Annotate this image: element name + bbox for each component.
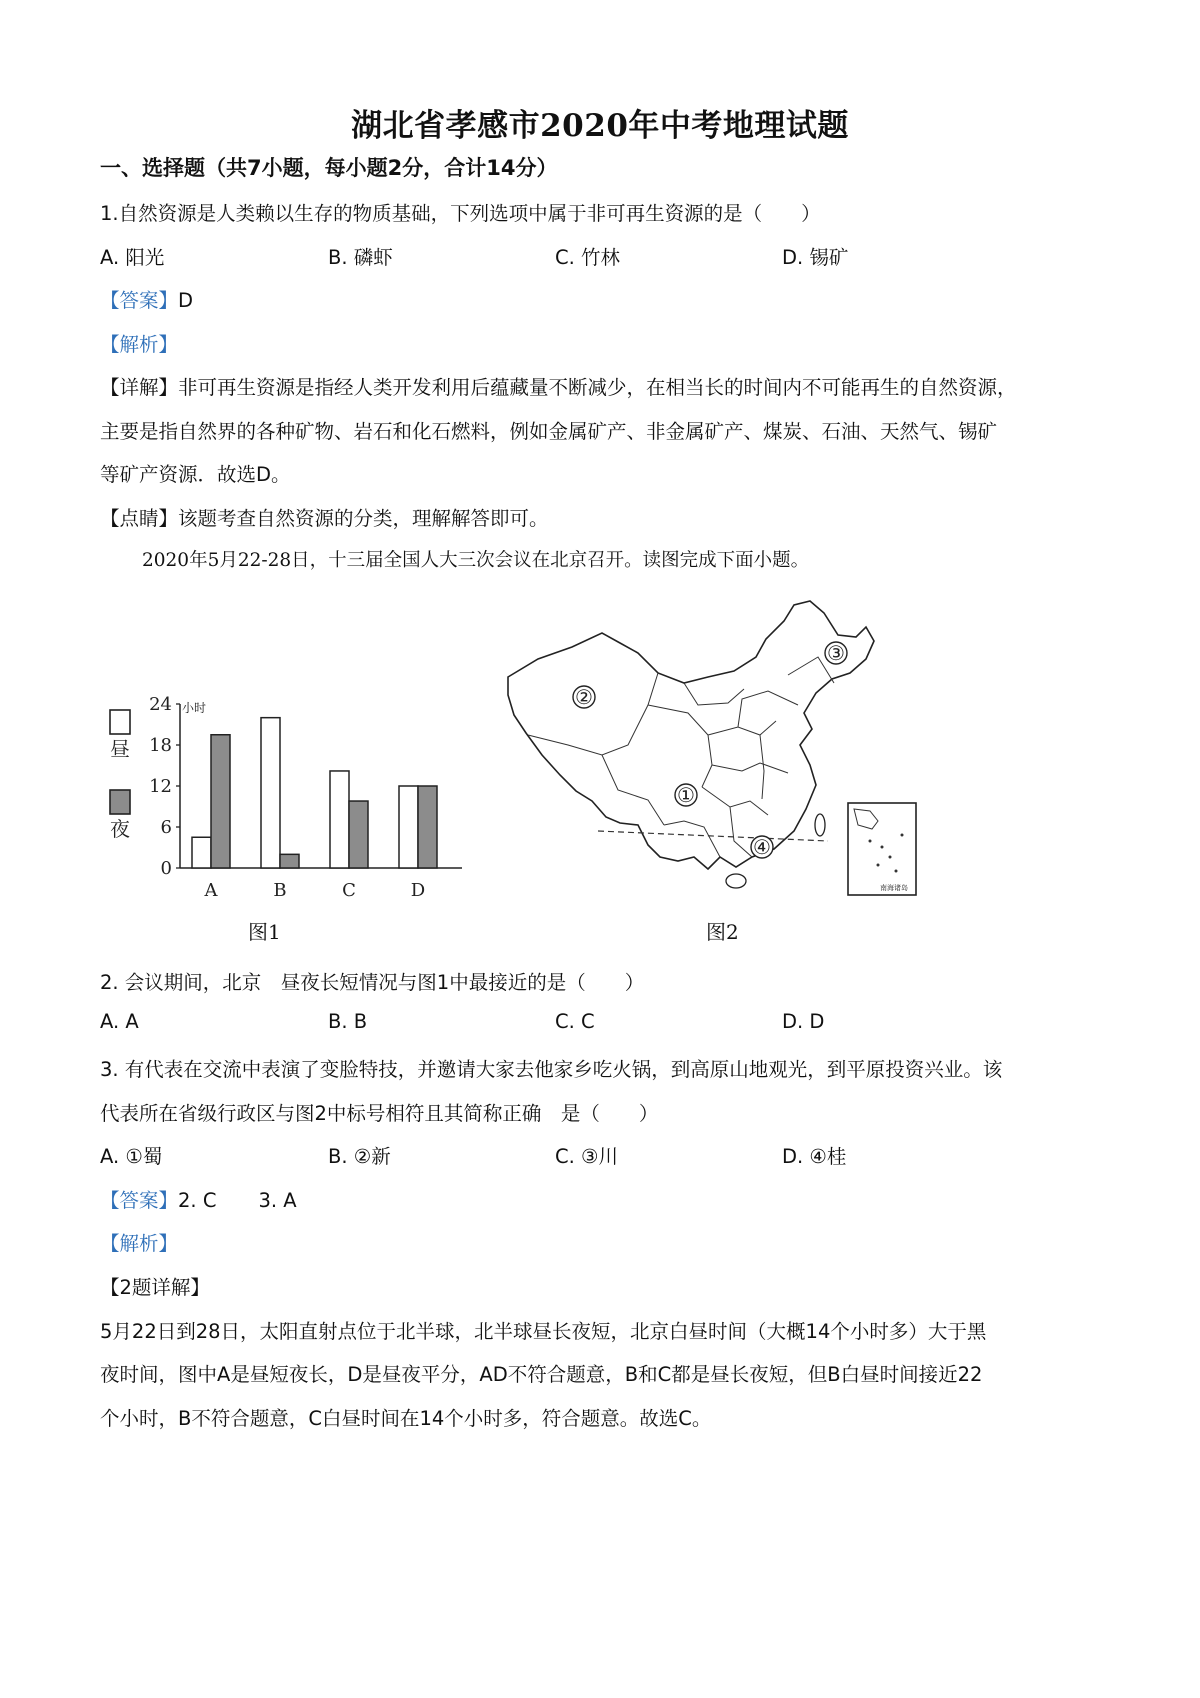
analysis-tag-2: 【解析】 <box>100 1232 179 1255</box>
figure-1-caption: 图1 <box>248 920 281 944</box>
q1-detail-line-2: 主要是指自然界的各种矿物、岩石和化石燃料，例如金属矿产、非金属矿产、煤炭、石油、天然气、锡矿 <box>100 420 998 443</box>
answer-value: D <box>178 289 194 312</box>
q1-detail-line-3: 等矿产资源．故选D。 <box>100 463 291 486</box>
q2-detail-line-1: 5月22日到28日，太阳直射点位于北半球，北半球昼长夜短，北京白昼时间（大概14个小时多）大于黑 <box>100 1320 987 1343</box>
china-outline <box>508 601 874 869</box>
country-border <box>508 601 874 869</box>
province-line <box>760 735 764 799</box>
province-line <box>684 683 744 705</box>
y-tick-label: 6 <box>160 817 172 838</box>
answer-2-3-line <box>100 1185 297 1213</box>
figure-1-chart <box>100 690 480 950</box>
q2-option-d: D. D <box>782 1010 825 1033</box>
x-tick-label: B <box>273 880 287 901</box>
answer-q3: 3. A <box>258 1189 297 1212</box>
bar-day-b <box>261 718 280 868</box>
bar-day-d <box>399 786 418 868</box>
bar-night-a <box>211 735 230 868</box>
context-paragraph: 2020年5月22-28日，十三届全国人大三次会议在北京召开。读图完成下面小题。 <box>142 550 810 571</box>
province-line <box>708 721 776 735</box>
q1-option-d: D. 锡矿 <box>782 246 849 269</box>
province-line <box>602 755 664 825</box>
answer-q2: 2. C <box>178 1189 217 1212</box>
province-line <box>730 807 752 857</box>
q1-detail-line-1: 【详解】非可再生资源是指经人类开发利用后蕴藏量不断减少，在相当长的时间内不可能再生的自然资源， <box>100 376 1017 399</box>
q2-option-a: A. A <box>100 1010 139 1033</box>
answer-tag: 【答案】 <box>100 1189 179 1212</box>
q1-option-a: A. 阳光 <box>100 246 165 269</box>
question-3-stem-line-2: 代表所在省级行政区与图2中标号相符且其简称正确 是（ ） <box>100 1102 659 1125</box>
province-line <box>702 787 768 815</box>
q1-option-c: C. 竹林 <box>555 246 621 269</box>
figure-2-map <box>498 595 928 905</box>
legend-day-label: 昼 <box>110 737 130 761</box>
question-2-stem: 2. 会议期间，北京 昼夜长短情况与图1中最接近的是（ ） <box>100 971 645 994</box>
q1-answer-line <box>100 285 193 313</box>
q2-detail-line-2: 夜时间，图中A是昼短夜长，D是昼夜平分，AD不符合题意，B和C都是昼长夜短，但B白昼时间接近22 <box>100 1363 983 1386</box>
q1-analysis-tag: 【解析】 <box>100 333 179 356</box>
q2-option-b: B. B <box>328 1010 368 1033</box>
bar-night-c <box>349 801 368 868</box>
island-dot <box>901 834 904 837</box>
q3-option-b: B. ②新 <box>328 1145 391 1168</box>
q1-comment: 【点睛】该题考查自然资源的分类，理解解答即可。 <box>100 507 549 530</box>
q2-option-c: C. C <box>555 1010 595 1033</box>
marker-3: ③ <box>827 641 845 665</box>
q3-option-d: D. ④桂 <box>782 1145 847 1168</box>
province-line <box>738 691 798 727</box>
south-china-sea-inset <box>848 803 916 895</box>
q1-option-b: B. 磷虾 <box>328 246 393 269</box>
x-tick-label: A <box>204 880 218 901</box>
bar-day-a <box>192 837 211 868</box>
marker-4: ④ <box>753 835 771 859</box>
province-line <box>648 705 712 787</box>
x-tick-label: C <box>342 880 356 901</box>
legend-day-swatch <box>110 710 130 734</box>
y-tick-label: 24 <box>149 694 172 715</box>
island-dot <box>869 840 872 843</box>
marker-2: ② <box>575 685 593 709</box>
figure-2-caption: 图2 <box>706 920 739 944</box>
island-dot <box>881 846 884 849</box>
province-borders <box>528 657 834 857</box>
question-3-stem-line-1: 3. 有代表在交流中表演了变脸特技，并邀请大家去他家乡吃火锅，到高原山地观光，到平原投资兴业。该 <box>100 1058 1003 1081</box>
section-heading: 一、选择题（共7小题，每小题2分，合计14分） <box>100 156 558 180</box>
q3-option-c: C. ③川 <box>555 1145 618 1168</box>
bar-night-b <box>280 854 299 868</box>
taiwan-island <box>815 814 825 836</box>
question-1-stem: 1.自然资源是人类赖以生存的物质基础，下列选项中属于非可再生资源的是（ ） <box>100 202 821 225</box>
y-tick-label: 18 <box>149 735 172 756</box>
island-dot <box>889 856 892 859</box>
bar-day-c <box>330 771 349 868</box>
answer-tag: 【答案】 <box>100 289 179 312</box>
inset-label: 南海诸岛 <box>880 884 908 892</box>
hainan-island <box>726 874 746 888</box>
bar-night-d <box>418 786 437 868</box>
island-dot <box>877 864 880 867</box>
marker-1: ① <box>677 783 695 807</box>
legend-night-swatch <box>110 790 130 814</box>
detail-tag-q2: 【2题详解】 <box>100 1276 210 1299</box>
y-unit-label: 小时 <box>182 701 207 715</box>
q3-option-a: A. ①蜀 <box>100 1145 163 1168</box>
y-tick-label: 12 <box>149 776 172 797</box>
province-line <box>664 821 720 857</box>
legend-night-label: 夜 <box>110 817 130 841</box>
page-title: 湖北省孝感市2020年中考地理试题 <box>351 108 849 144</box>
q2-detail-line-3: 个小时，B不符合题意，C白昼时间在14个小时多，符合题意。故选C。 <box>100 1407 712 1430</box>
province-line <box>528 673 658 755</box>
x-tick-label: D <box>410 880 426 901</box>
province-line <box>712 763 788 773</box>
y-tick-label: 0 <box>160 858 172 879</box>
island-dot <box>895 870 898 873</box>
